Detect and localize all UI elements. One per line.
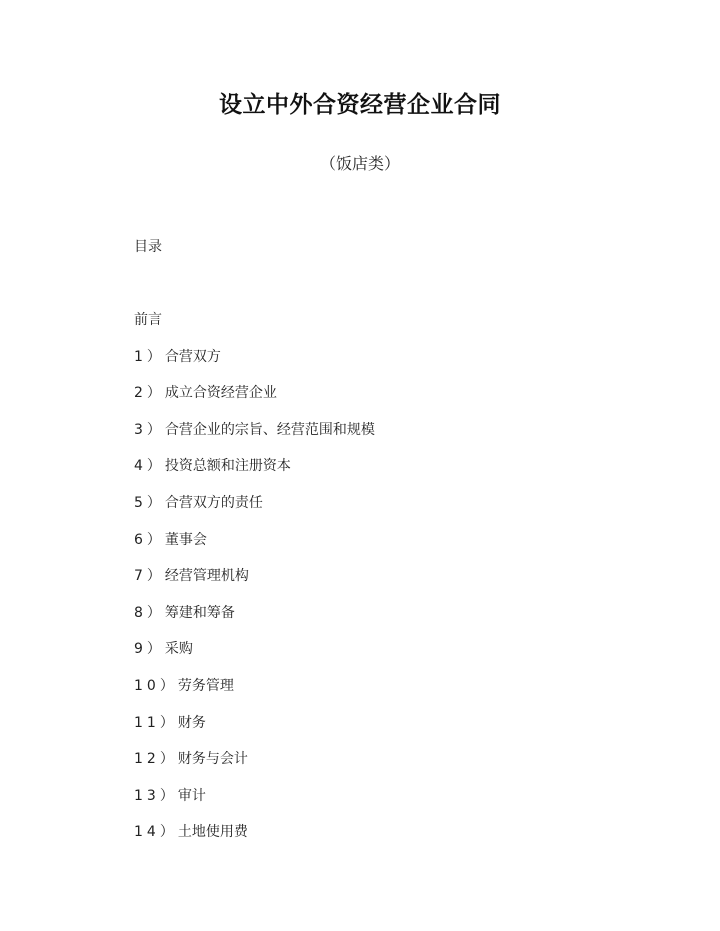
toc-item xyxy=(134,713,375,750)
toc-item-text: 土地使用费 xyxy=(177,824,248,841)
toc-heading: 目录 xyxy=(134,239,162,255)
toc-item xyxy=(134,749,375,786)
toc-item xyxy=(134,639,375,676)
toc-item-number: 8） xyxy=(134,604,165,621)
toc-list xyxy=(134,310,375,859)
toc-item xyxy=(134,603,375,640)
toc-item-number: 9） xyxy=(134,641,165,658)
toc-item xyxy=(134,383,375,420)
toc-item xyxy=(134,786,375,823)
toc-item-number: 14） xyxy=(134,824,178,841)
toc-item-text: 合营企业的宗旨、经营范围和规模 xyxy=(164,421,375,438)
toc-item-text: 合营双方的责任 xyxy=(164,494,263,511)
toc-item-text: 劳务管理 xyxy=(177,677,234,694)
toc-item-text: 前言 xyxy=(134,312,162,328)
toc-item xyxy=(134,822,375,859)
toc-item-number: 3） xyxy=(134,421,165,438)
toc-item-number: 10） xyxy=(134,677,178,694)
toc-item-text: 采购 xyxy=(164,641,193,658)
toc-item xyxy=(134,493,375,530)
toc-item-text: 经营管理机构 xyxy=(164,568,249,585)
toc-item-text: 财务与会计 xyxy=(177,751,248,768)
toc-item-text: 筹建和筹备 xyxy=(164,604,235,621)
document-subtitle: （饭店类） xyxy=(319,154,400,173)
toc-item-text: 成立合资经营企业 xyxy=(164,385,277,402)
toc-item xyxy=(134,310,375,347)
toc-item-number: 6） xyxy=(134,531,165,548)
toc-item xyxy=(134,347,375,384)
toc-item-number: 12） xyxy=(134,751,178,768)
toc-item-number: 2） xyxy=(134,385,165,402)
toc-item xyxy=(134,456,375,493)
toc-item-text: 财务 xyxy=(177,714,206,731)
toc-item-number: 13） xyxy=(134,787,178,804)
toc-item-text: 投资总额和注册资本 xyxy=(164,458,291,475)
toc-item-text: 合营双方 xyxy=(164,348,221,365)
toc-item xyxy=(134,530,375,567)
toc-item-number: 11） xyxy=(134,714,178,731)
toc-item xyxy=(134,566,375,603)
toc-item-number: 7） xyxy=(134,568,165,585)
toc-item xyxy=(134,420,375,457)
toc-item-number: 5） xyxy=(134,494,165,511)
toc-item-text: 董事会 xyxy=(164,531,207,548)
document-title: 设立中外合资经营企业合同 xyxy=(219,92,501,118)
toc-item-number: 1） xyxy=(134,348,165,365)
toc-item-number: 4） xyxy=(134,458,165,475)
toc-item xyxy=(134,676,375,713)
toc-item-text: 审计 xyxy=(177,787,206,804)
